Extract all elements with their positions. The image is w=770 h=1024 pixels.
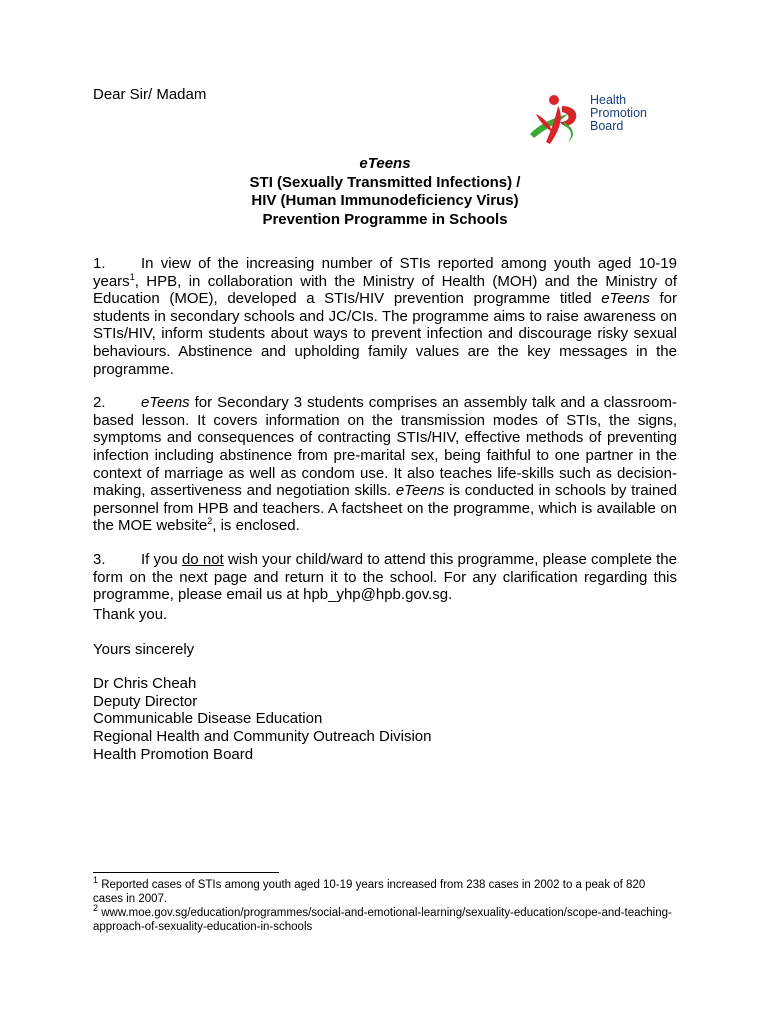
signatory-name: Dr Chris Cheah (93, 675, 197, 693)
closing-block (93, 606, 432, 763)
paragraph-1-text-c: for students in secondary schools and JC/CIs. The programme aims to raise awareness on STIs/HIV, inform students about ways to prevent infection and discourage risky sexual behaviours. Abstinence and upholding family values are the key messages in the programme. (93, 290, 677, 378)
paragraph-1-emphasis: eTeens (601, 290, 650, 308)
paragraph-3 (93, 551, 677, 604)
title-program: eTeens (359, 155, 411, 172)
footnote-ref-1: 1 (129, 271, 135, 282)
signatory-dept: Communicable Disease Education (93, 710, 323, 728)
paragraph-3-number: 3. (93, 550, 106, 568)
title-line-2: STI (Sexually Transmitted Infections) / (249, 173, 521, 191)
footnote-2-number: 2 (93, 903, 99, 914)
signatory-title: Deputy Director (93, 692, 198, 710)
title-line-3: HIV (Human Immunodeficiency Virus) (251, 192, 519, 209)
paragraph-2-text-a: for Secondary 3 students comprises an assembly talk and a classroom-based lesson. It covers information on the transmission modes of STIs, the signs, symptoms and consequences of contracting STIs/HIV, effective methods of preventing infection including abstinence from pre-marital sex, being faithful to one partner in the context of marriage as well as condom use. It also teaches life-skills such as decision-making, assertiveness and negotiation skills. (93, 394, 677, 500)
letter-title (93, 155, 677, 229)
footnote-2 (93, 903, 677, 934)
signatory-division: Regional Health and Community Outreach Division (93, 727, 432, 745)
paragraph-1-text-b: , HPB, in collaboration with the Ministry of Health (MOH) and the Ministry of Education (MOE), developed a STIs/HIV prevention programme titled (93, 272, 677, 308)
paragraph-1 (93, 255, 677, 378)
salutation: Dear Sir/ Madam (93, 86, 207, 103)
signatory-org: Health Promotion Board (93, 745, 254, 763)
logo-line-1: Health (590, 93, 627, 107)
logo-line-2: Promotion (590, 106, 647, 120)
paragraph-2-number: 2. (93, 394, 106, 412)
footnote-divider (93, 872, 279, 873)
thanks: Thank you. (93, 606, 168, 623)
footnote-ref-2: 2 (207, 516, 213, 527)
logo-text (590, 94, 647, 133)
hpb-logo-icon (524, 92, 586, 148)
paragraph-2-emphasis-b: eTeens (395, 482, 445, 500)
paragraph-1-number: 1. (93, 255, 106, 272)
paragraph-3-text-b: wish your child/ward to attend this programme, please complete the form on the next page and return it to the school. For any clarification regarding this programme, please email us at hpb_yhp@hpb.gov.sg. (93, 550, 677, 604)
footnote-2-text: www.moe.gov.sg/education/programmes/social-and-emotional-learning/sexuality-education/scope-and-teaching-approach-of-sexuality-education-in-schools (93, 907, 672, 933)
paragraph-2 (93, 394, 677, 535)
footnote-1-text: Reported cases of STIs among youth aged 10-19 years increased from 238 cases in 2002 to a peak of 820 cases in 2007. (93, 879, 646, 905)
paragraph-2-text-b: is conducted in schools by trained personnel from HPB and teachers. A factsheet on the programme, which is available on the MOE website (93, 482, 677, 535)
title-line-4: Prevention Programme in Schools (262, 210, 508, 228)
footnote-1-number: 1 (93, 875, 99, 886)
paragraph-2-text-c: , is enclosed. (212, 517, 300, 535)
letter-body (93, 255, 677, 620)
footnote-1 (93, 875, 677, 906)
closing-phrase: Yours sincerely (93, 640, 195, 658)
footnotes (93, 875, 677, 934)
paragraph-3-underline: do not (181, 550, 224, 568)
paragraph-3-text-a: If you (141, 550, 182, 568)
paragraph-1-text-a: In view of the increasing number of STIs reported among youth aged 10-19 years (93, 255, 677, 290)
hpb-logo (524, 92, 684, 152)
logo-line-3: Board (590, 119, 624, 133)
paragraph-2-emphasis-a: eTeens (141, 394, 190, 412)
